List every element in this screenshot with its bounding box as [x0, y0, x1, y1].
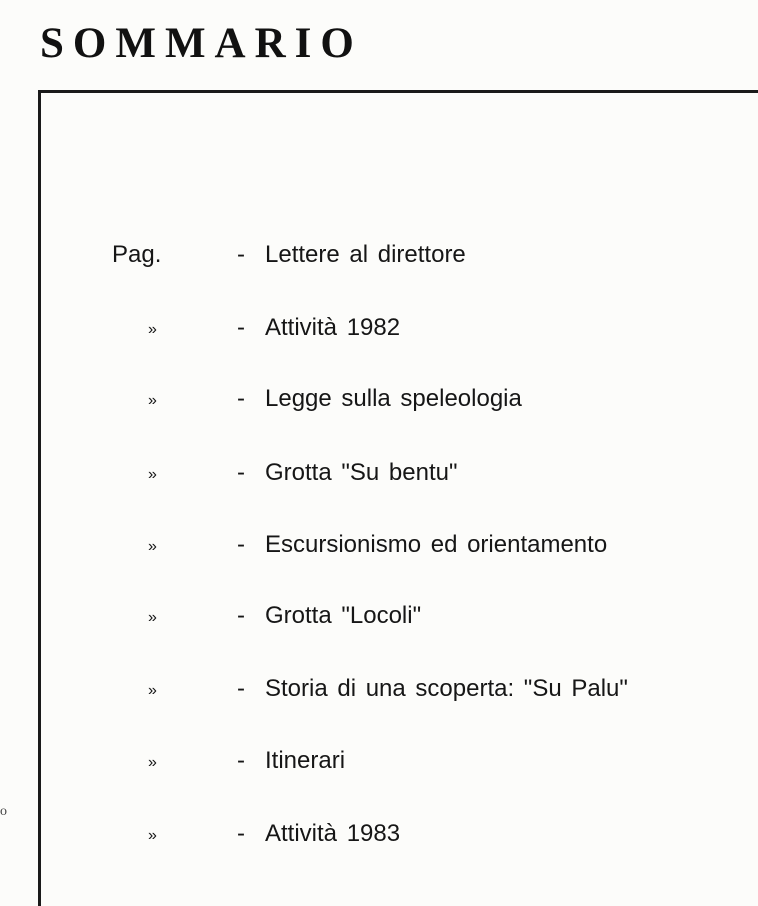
toc-prefix: » [148, 538, 157, 555]
left-border [38, 90, 41, 906]
toc-separator: - [237, 820, 245, 847]
toc-title: Storia di una scoperta: "Su Palu" [265, 675, 628, 702]
toc-prefix: Pag. [112, 241, 162, 268]
top-divider [38, 90, 758, 93]
toc-separator: - [237, 459, 245, 486]
toc-separator: - [237, 531, 245, 558]
toc-title: Attività 1982 [265, 314, 401, 341]
margin-mark: o [0, 804, 7, 819]
toc-prefix: » [148, 827, 157, 844]
toc-separator: - [237, 241, 245, 268]
toc-separator: - [237, 675, 245, 702]
toc-title: Grotta "Locoli" [265, 602, 422, 629]
toc-title: Escursionismo ed orientamento [265, 531, 608, 558]
toc-prefix: » [148, 392, 157, 409]
toc-title: Attività 1983 [265, 820, 401, 847]
toc-prefix: » [148, 321, 157, 338]
toc-prefix: » [148, 466, 157, 483]
toc-prefix: » [148, 754, 157, 771]
toc-prefix: » [148, 682, 157, 699]
toc-prefix: » [148, 609, 157, 626]
toc-title: Itinerari [265, 747, 346, 774]
toc-title: Lettere al direttore [265, 241, 466, 268]
toc-separator: - [237, 385, 245, 412]
page-title: SOMMARIO [40, 20, 363, 67]
toc-title: Grotta "Su bentu" [265, 459, 458, 486]
toc-separator: - [237, 747, 245, 774]
toc-separator: - [237, 602, 245, 629]
toc-separator: - [237, 314, 245, 341]
toc-title: Legge sulla speleologia [265, 385, 522, 412]
